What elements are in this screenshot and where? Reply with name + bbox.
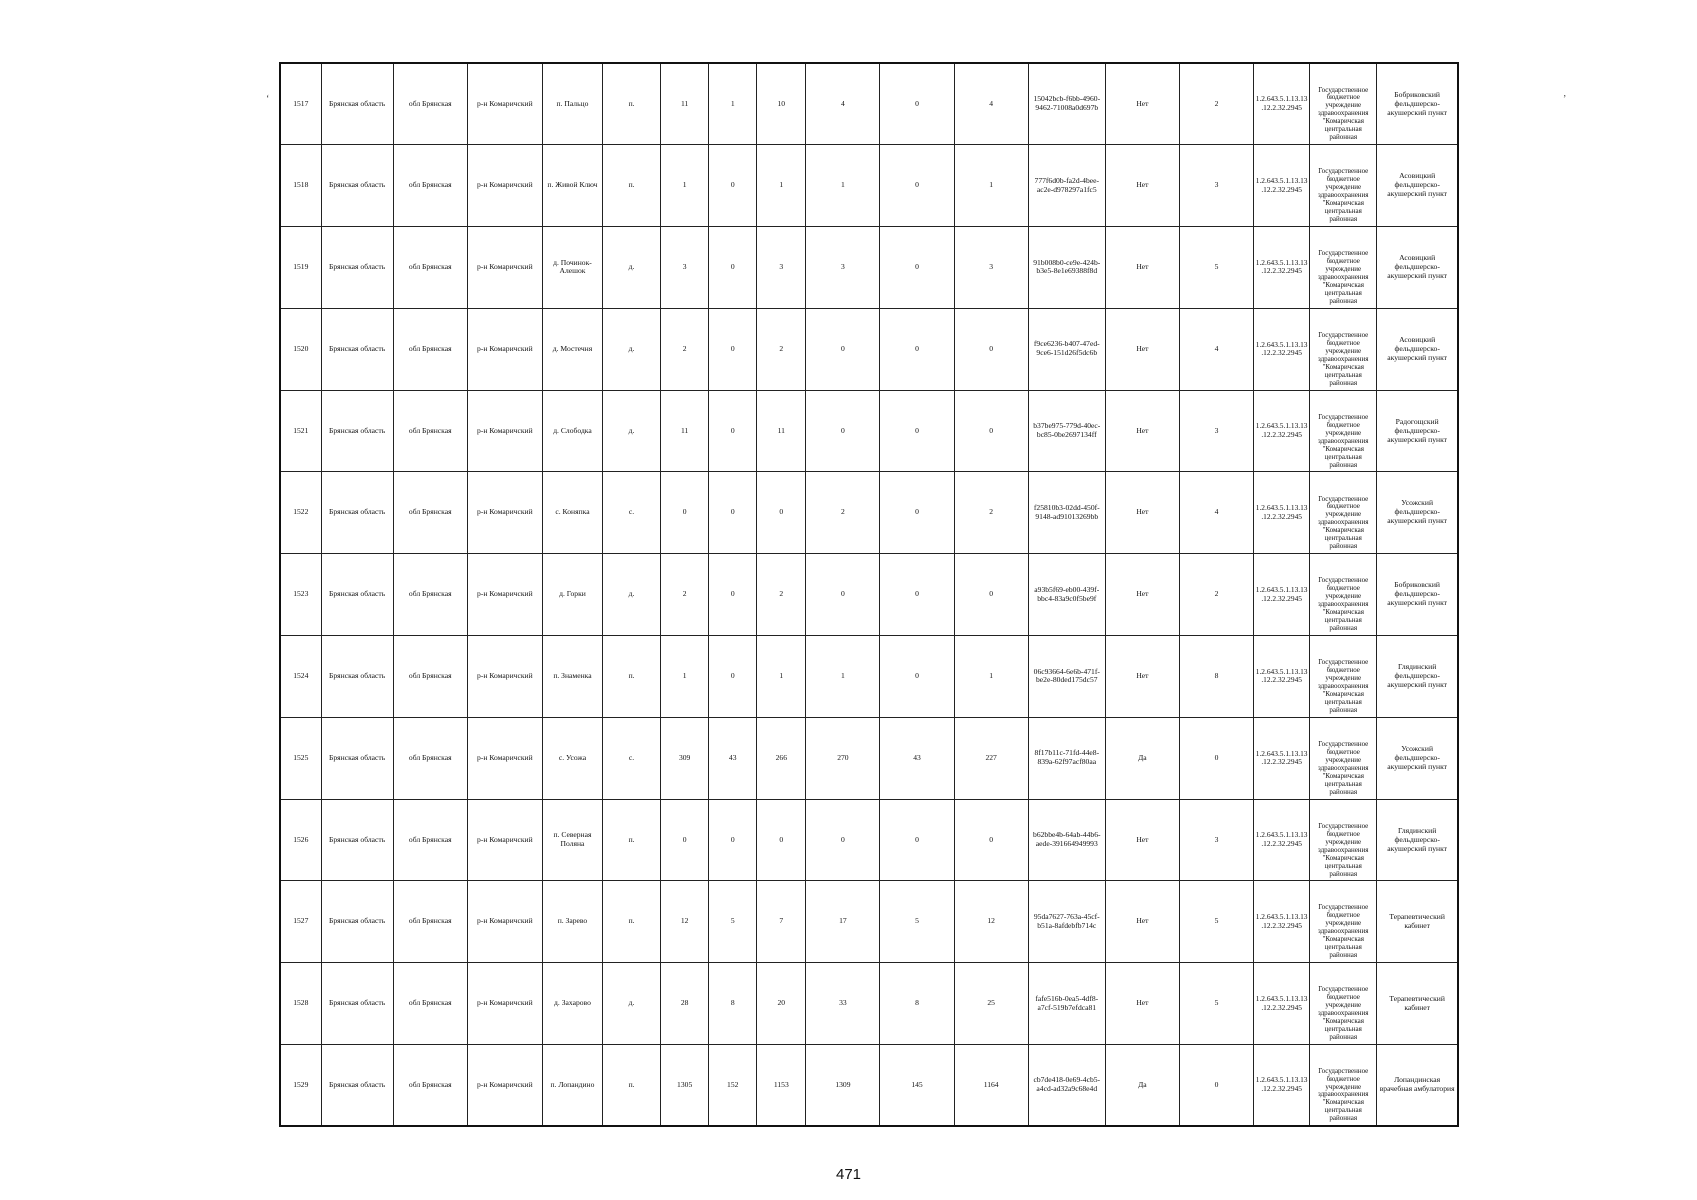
value-4-cell: 3 <box>806 227 880 309</box>
value-2-cell: 0 <box>709 799 757 881</box>
value-4-cell: 2 <box>806 472 880 554</box>
oid-code-cell: 1.2.643.5.1.13.13.12.2.32.2945 <box>1254 554 1310 636</box>
settlement-cell: д. Мостечня <box>542 308 602 390</box>
value-5-cell: 0 <box>880 799 954 881</box>
guid-cell: 777f6d0b-fa2d-4bee-ac2e-d978297a1fc5 <box>1028 145 1105 227</box>
value-2-cell: 0 <box>709 390 757 472</box>
organization-cell: Государственное бюджетное учреждение здравоохранения "Комаричская центральная районная <box>1310 63 1377 145</box>
value-3-cell: 11 <box>757 390 806 472</box>
flag-cell: Нет <box>1105 799 1179 881</box>
district-cell: р-н Комаричский <box>467 390 542 472</box>
flag-cell: Да <box>1105 717 1179 799</box>
scan-mark-left: ‘ <box>266 94 270 105</box>
value-5-cell: 0 <box>880 227 954 309</box>
value-1-cell: 0 <box>661 799 709 881</box>
region-cell: Брянская область <box>321 963 393 1045</box>
oblast-cell: обл Брянская <box>393 881 467 963</box>
settlement-cell: п. Лопандино <box>542 1045 602 1127</box>
region-cell: Брянская область <box>321 308 393 390</box>
value-1-cell: 309 <box>661 717 709 799</box>
region-cell: Брянская область <box>321 554 393 636</box>
row-number-cell: 1523 <box>280 554 321 636</box>
organization-cell: Государственное бюджетное учреждение здравоохранения "Комаричская центральная районная <box>1310 145 1377 227</box>
oblast-cell: обл Брянская <box>393 963 467 1045</box>
settlement-cell: п. Живой Ключ <box>542 145 602 227</box>
district-cell: р-н Комаричский <box>467 881 542 963</box>
settlement-type-cell: п. <box>603 63 661 145</box>
value-2-cell: 1 <box>709 63 757 145</box>
district-cell: р-н Комаричский <box>467 717 542 799</box>
value-6-cell: 0 <box>954 390 1028 472</box>
medical-point-cell: Радогощский фельдшерско-акушерский пункт <box>1377 390 1458 472</box>
count-cell: 4 <box>1179 308 1253 390</box>
region-cell: Брянская область <box>321 717 393 799</box>
flag-cell: Нет <box>1105 636 1179 718</box>
oblast-cell: обл Брянская <box>393 799 467 881</box>
value-6-cell: 1 <box>954 636 1028 718</box>
table-body <box>280 63 1458 1126</box>
value-3-cell: 0 <box>757 472 806 554</box>
value-1-cell: 1 <box>661 636 709 718</box>
district-cell: р-н Комаричский <box>467 554 542 636</box>
medical-point-cell: Асовицкий фельдшерско-акушерский пункт <box>1377 308 1458 390</box>
flag-cell: Да <box>1105 1045 1179 1127</box>
oblast-cell: обл Брянская <box>393 717 467 799</box>
value-6-cell: 1 <box>954 145 1028 227</box>
district-cell: р-н Комаричский <box>467 63 542 145</box>
flag-cell: Нет <box>1105 390 1179 472</box>
district-cell: р-н Комаричский <box>467 636 542 718</box>
value-5-cell: 0 <box>880 63 954 145</box>
value-5-cell: 0 <box>880 472 954 554</box>
value-5-cell: 0 <box>880 308 954 390</box>
settlement-type-cell: с. <box>603 472 661 554</box>
settlement-type-cell: п. <box>603 1045 661 1127</box>
table-row <box>280 308 1458 390</box>
value-1-cell: 11 <box>661 390 709 472</box>
region-cell: Брянская область <box>321 881 393 963</box>
organization-cell: Государственное бюджетное учреждение здравоохранения "Комаричская центральная районная <box>1310 799 1377 881</box>
region-cell: Брянская область <box>321 799 393 881</box>
value-4-cell: 1 <box>806 636 880 718</box>
page-number: 471 <box>835 1166 862 1183</box>
value-2-cell: 0 <box>709 227 757 309</box>
table-row <box>280 717 1458 799</box>
table-row <box>280 1045 1458 1127</box>
oid-code-cell: 1.2.643.5.1.13.13.12.2.32.2945 <box>1254 636 1310 718</box>
settlement-type-cell: п. <box>603 799 661 881</box>
settlement-type-cell: д. <box>603 308 661 390</box>
flag-cell: Нет <box>1105 63 1179 145</box>
oid-code-cell: 1.2.643.5.1.13.13.12.2.32.2945 <box>1254 145 1310 227</box>
count-cell: 2 <box>1179 63 1253 145</box>
medical-point-cell: Терапевтический кабинет <box>1377 963 1458 1045</box>
count-cell: 0 <box>1179 1045 1253 1127</box>
oid-code-cell: 1.2.643.5.1.13.13.12.2.32.2945 <box>1254 308 1310 390</box>
count-cell: 3 <box>1179 799 1253 881</box>
value-6-cell: 3 <box>954 227 1028 309</box>
region-cell: Брянская область <box>321 636 393 718</box>
medical-point-cell: Глядинский фельдшерско-акушерский пункт <box>1377 636 1458 718</box>
value-4-cell: 1309 <box>806 1045 880 1127</box>
flag-cell: Нет <box>1105 881 1179 963</box>
value-1-cell: 2 <box>661 308 709 390</box>
guid-cell: b37be975-779d-40ec-bc85-0be2697134ff <box>1028 390 1105 472</box>
count-cell: 2 <box>1179 554 1253 636</box>
settlement-cell: п. Северная Поляна <box>542 799 602 881</box>
settlement-type-cell: д. <box>603 554 661 636</box>
value-3-cell: 3 <box>757 227 806 309</box>
value-3-cell: 0 <box>757 799 806 881</box>
organization-cell: Государственное бюджетное учреждение здравоохранения "Комаричская центральная районная <box>1310 717 1377 799</box>
value-6-cell: 4 <box>954 63 1028 145</box>
oid-code-cell: 1.2.643.5.1.13.13.12.2.32.2945 <box>1254 227 1310 309</box>
value-4-cell: 0 <box>806 390 880 472</box>
value-3-cell: 2 <box>757 554 806 636</box>
value-5-cell: 0 <box>880 145 954 227</box>
count-cell: 3 <box>1179 390 1253 472</box>
value-2-cell: 0 <box>709 145 757 227</box>
row-number-cell: 1527 <box>280 881 321 963</box>
settlement-cell: д. Горки <box>542 554 602 636</box>
row-number-cell: 1525 <box>280 717 321 799</box>
organization-cell: Государственное бюджетное учреждение здравоохранения "Комаричская центральная районная <box>1310 390 1377 472</box>
value-6-cell: 0 <box>954 308 1028 390</box>
oblast-cell: обл Брянская <box>393 636 467 718</box>
value-2-cell: 0 <box>709 636 757 718</box>
settlement-type-cell: п. <box>603 145 661 227</box>
oid-code-cell: 1.2.643.5.1.13.13.12.2.32.2945 <box>1254 63 1310 145</box>
guid-cell: 06c93664-6e6b-471f-be2e-80ded175dc57 <box>1028 636 1105 718</box>
value-4-cell: 4 <box>806 63 880 145</box>
value-6-cell: 12 <box>954 881 1028 963</box>
settlement-type-cell: п. <box>603 636 661 718</box>
organization-cell: Государственное бюджетное учреждение здравоохранения "Комаричская центральная районная <box>1310 227 1377 309</box>
district-cell: р-н Комаричский <box>467 145 542 227</box>
organization-cell: Государственное бюджетное учреждение здравоохранения "Комаричская центральная районная <box>1310 554 1377 636</box>
value-6-cell: 227 <box>954 717 1028 799</box>
value-4-cell: 17 <box>806 881 880 963</box>
count-cell: 8 <box>1179 636 1253 718</box>
oblast-cell: обл Брянская <box>393 308 467 390</box>
value-1-cell: 11 <box>661 63 709 145</box>
flag-cell: Нет <box>1105 472 1179 554</box>
district-cell: р-н Комаричский <box>467 227 542 309</box>
medical-point-cell: Лопандинская врачебная амбулатория <box>1377 1045 1458 1127</box>
value-3-cell: 7 <box>757 881 806 963</box>
value-3-cell: 266 <box>757 717 806 799</box>
flag-cell: Нет <box>1105 308 1179 390</box>
value-1-cell: 12 <box>661 881 709 963</box>
settlement-type-cell: д. <box>603 227 661 309</box>
count-cell: 5 <box>1179 963 1253 1045</box>
value-4-cell: 33 <box>806 963 880 1045</box>
row-number-cell: 1526 <box>280 799 321 881</box>
value-6-cell: 2 <box>954 472 1028 554</box>
count-cell: 3 <box>1179 145 1253 227</box>
count-cell: 5 <box>1179 227 1253 309</box>
value-3-cell: 20 <box>757 963 806 1045</box>
region-cell: Брянская область <box>321 63 393 145</box>
guid-cell: f9ce6236-b407-47ed-9ce6-151d26f5dc6b <box>1028 308 1105 390</box>
district-cell: р-н Комаричский <box>467 308 542 390</box>
organization-cell: Государственное бюджетное учреждение здравоохранения "Комаричская центральная районная <box>1310 636 1377 718</box>
oblast-cell: обл Брянская <box>393 472 467 554</box>
oblast-cell: обл Брянская <box>393 390 467 472</box>
value-3-cell: 2 <box>757 308 806 390</box>
value-1-cell: 1 <box>661 145 709 227</box>
oblast-cell: обл Брянская <box>393 227 467 309</box>
row-number-cell: 1517 <box>280 63 321 145</box>
row-number-cell: 1524 <box>280 636 321 718</box>
oid-code-cell: 1.2.643.5.1.13.13.12.2.32.2945 <box>1254 881 1310 963</box>
medical-point-cell: Усожский фельдшерско-акушерский пункт <box>1377 717 1458 799</box>
oid-code-cell: 1.2.643.5.1.13.13.12.2.32.2945 <box>1254 717 1310 799</box>
value-1-cell: 28 <box>661 963 709 1045</box>
settlement-cell: п. Пальцо <box>542 63 602 145</box>
settlement-cell: п. Зарево <box>542 881 602 963</box>
settlement-type-cell: с. <box>603 717 661 799</box>
flag-cell: Нет <box>1105 963 1179 1045</box>
district-cell: р-н Комаричский <box>467 799 542 881</box>
value-5-cell: 0 <box>880 636 954 718</box>
value-2-cell: 152 <box>709 1045 757 1127</box>
value-2-cell: 0 <box>709 472 757 554</box>
medical-point-cell: Асовицкий фельдшерско-акушерский пункт <box>1377 145 1458 227</box>
table-row <box>280 963 1458 1045</box>
region-cell: Брянская область <box>321 227 393 309</box>
value-6-cell: 0 <box>954 554 1028 636</box>
medical-point-cell: Глядинский фельдшерско-акушерский пункт <box>1377 799 1458 881</box>
row-number-cell: 1529 <box>280 1045 321 1127</box>
row-number-cell: 1520 <box>280 308 321 390</box>
district-cell: р-н Комаричский <box>467 472 542 554</box>
value-4-cell: 0 <box>806 554 880 636</box>
row-number-cell: 1522 <box>280 472 321 554</box>
region-cell: Брянская область <box>321 472 393 554</box>
oid-code-cell: 1.2.643.5.1.13.13.12.2.32.2945 <box>1254 390 1310 472</box>
table-row <box>280 799 1458 881</box>
value-1-cell: 0 <box>661 472 709 554</box>
settlement-type-cell: д. <box>603 390 661 472</box>
value-2-cell: 43 <box>709 717 757 799</box>
value-1-cell: 2 <box>661 554 709 636</box>
value-6-cell: 0 <box>954 799 1028 881</box>
count-cell: 5 <box>1179 881 1253 963</box>
organization-cell: Государственное бюджетное учреждение здравоохранения "Комаричская центральная районная <box>1310 308 1377 390</box>
value-2-cell: 0 <box>709 554 757 636</box>
guid-cell: 91b008b0-ce9e-424b-b3e5-8e1e69388f8d <box>1028 227 1105 309</box>
oid-code-cell: 1.2.643.5.1.13.13.12.2.32.2945 <box>1254 472 1310 554</box>
settlement-cell: с. Коняпка <box>542 472 602 554</box>
flag-cell: Нет <box>1105 554 1179 636</box>
settlement-type-cell: п. <box>603 881 661 963</box>
value-1-cell: 3 <box>661 227 709 309</box>
organization-cell: Государственное бюджетное учреждение здравоохранения "Комаричская центральная районная <box>1310 963 1377 1045</box>
district-cell: р-н Комаричский <box>467 1045 542 1127</box>
oblast-cell: обл Брянская <box>393 554 467 636</box>
oid-code-cell: 1.2.643.5.1.13.13.12.2.32.2945 <box>1254 1045 1310 1127</box>
table-row <box>280 390 1458 472</box>
region-cell: Брянская область <box>321 390 393 472</box>
value-5-cell: 43 <box>880 717 954 799</box>
medical-point-cell: Бобриковский фельдшерско-акушерский пункт <box>1377 554 1458 636</box>
oblast-cell: обл Брянская <box>393 145 467 227</box>
settlement-cell: д. Слободка <box>542 390 602 472</box>
table-row <box>280 554 1458 636</box>
guid-cell: f25810b3-02dd-450f-9148-ad91013269bb <box>1028 472 1105 554</box>
settlements-table <box>279 62 1459 1127</box>
settlement-cell: д. Захарово <box>542 963 602 1045</box>
guid-cell: 95da7627-763a-45cf-b51a-8afdebfb714c <box>1028 881 1105 963</box>
region-cell: Брянская область <box>321 1045 393 1127</box>
value-5-cell: 0 <box>880 390 954 472</box>
value-4-cell: 0 <box>806 308 880 390</box>
value-3-cell: 1 <box>757 636 806 718</box>
table-row <box>280 636 1458 718</box>
settlement-type-cell: д. <box>603 963 661 1045</box>
value-4-cell: 0 <box>806 799 880 881</box>
row-number-cell: 1518 <box>280 145 321 227</box>
settlement-cell: с. Усожа <box>542 717 602 799</box>
oid-code-cell: 1.2.643.5.1.13.13.12.2.32.2945 <box>1254 963 1310 1045</box>
value-6-cell: 1164 <box>954 1045 1028 1127</box>
medical-point-cell: Усожский фельдшерско-акушерский пункт <box>1377 472 1458 554</box>
table-row <box>280 145 1458 227</box>
value-3-cell: 1 <box>757 145 806 227</box>
row-number-cell: 1519 <box>280 227 321 309</box>
guid-cell: a93b5f69-eb00-439f-bbc4-83a9c0f5be9f <box>1028 554 1105 636</box>
oid-code-cell: 1.2.643.5.1.13.13.12.2.32.2945 <box>1254 799 1310 881</box>
settlement-cell: п. Знаменка <box>542 636 602 718</box>
table-row <box>280 472 1458 554</box>
row-number-cell: 1528 <box>280 963 321 1045</box>
region-cell: Брянская область <box>321 145 393 227</box>
flag-cell: Нет <box>1105 227 1179 309</box>
value-5-cell: 8 <box>880 963 954 1045</box>
scan-mark-right: ’ <box>1563 94 1567 105</box>
medical-point-cell: Терапевтический кабинет <box>1377 881 1458 963</box>
value-3-cell: 1153 <box>757 1045 806 1127</box>
settlement-cell: д. Починок-Алешок <box>542 227 602 309</box>
count-cell: 0 <box>1179 717 1253 799</box>
medical-point-cell: Асовицкий фельдшерско-акушерский пункт <box>1377 227 1458 309</box>
value-2-cell: 0 <box>709 308 757 390</box>
count-cell: 4 <box>1179 472 1253 554</box>
value-5-cell: 0 <box>880 554 954 636</box>
organization-cell: Государственное бюджетное учреждение здравоохранения "Комаричская центральная районная <box>1310 881 1377 963</box>
value-5-cell: 5 <box>880 881 954 963</box>
table-row <box>280 227 1458 309</box>
guid-cell: cb7de418-0e69-4cb5-a4cd-ad32a9c68e4d <box>1028 1045 1105 1127</box>
value-4-cell: 270 <box>806 717 880 799</box>
value-3-cell: 10 <box>757 63 806 145</box>
row-number-cell: 1521 <box>280 390 321 472</box>
value-2-cell: 8 <box>709 963 757 1045</box>
oblast-cell: обл Брянская <box>393 63 467 145</box>
value-6-cell: 25 <box>954 963 1028 1045</box>
table-row <box>280 881 1458 963</box>
value-4-cell: 1 <box>806 145 880 227</box>
value-2-cell: 5 <box>709 881 757 963</box>
guid-cell: b62bbe4b-64ab-44b6-aede-391664949993 <box>1028 799 1105 881</box>
medical-point-cell: Бобриковский фельдшерско-акушерский пункт <box>1377 63 1458 145</box>
organization-cell: Государственное бюджетное учреждение здравоохранения "Комаричская центральная районная <box>1310 472 1377 554</box>
flag-cell: Нет <box>1105 145 1179 227</box>
organization-cell: Государственное бюджетное учреждение здравоохранения "Комаричская центральная районная <box>1310 1045 1377 1127</box>
district-cell: р-н Комаричский <box>467 963 542 1045</box>
table-row <box>280 63 1458 145</box>
value-5-cell: 145 <box>880 1045 954 1127</box>
oblast-cell: обл Брянская <box>393 1045 467 1127</box>
guid-cell: 15042bcb-f6bb-4960-9462-71008a0d697b <box>1028 63 1105 145</box>
guid-cell: fafe516b-0ea5-4df8-a7cf-519b7efdca81 <box>1028 963 1105 1045</box>
value-1-cell: 1305 <box>661 1045 709 1127</box>
guid-cell: 8f17b11c-71fd-44e8-839a-62f97acf80aa <box>1028 717 1105 799</box>
